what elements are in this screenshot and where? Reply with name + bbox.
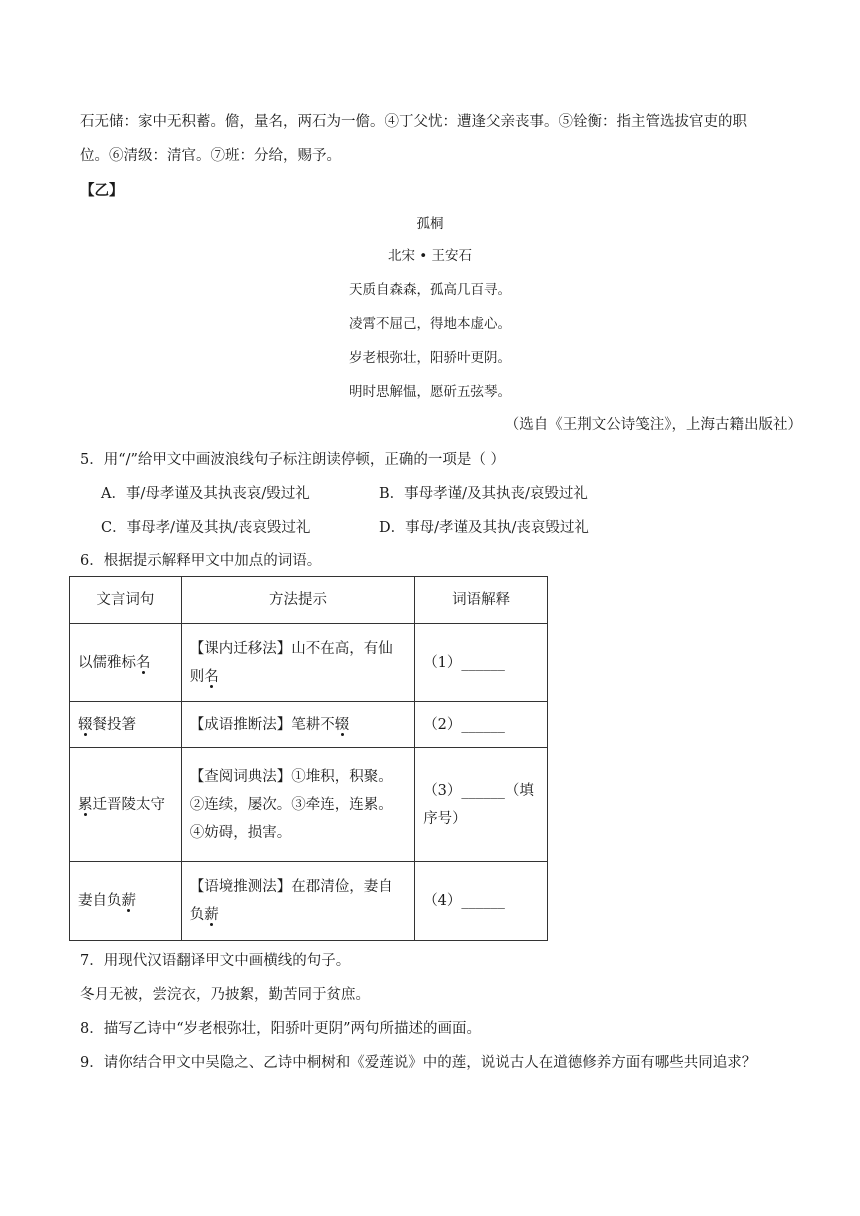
dotted-word: 辍 — [334, 716, 350, 733]
question-5-option-a: A．事/母孝谨及其执丧哀/毁过礼 — [101, 486, 310, 502]
question-5-option-c: C．事母孝/谨及其执/丧哀毁过礼 — [101, 520, 311, 536]
table-row — [70, 702, 548, 748]
answer-blank[interactable]: （1）______ — [415, 624, 548, 702]
header-phrase: 文言词句 — [70, 577, 182, 624]
phrase-cell: 妻自负薪 — [70, 861, 182, 940]
answer-blank[interactable]: （2）______ — [415, 702, 548, 748]
question-8-stem: 8．描写乙诗中“岁老根弥壮，阳骄叶更阴”两句所描述的画面。 — [80, 1021, 482, 1037]
question-5-option-d: D．事母/孝谨及其执/丧哀毁过礼 — [379, 520, 589, 536]
question-6-stem: 6．根据提示解释甲文中加点的词语。 — [80, 553, 322, 569]
phrase-cell: 辍餐投箸 — [70, 702, 182, 748]
poem-author: 北宋 • 王安石 — [387, 248, 473, 264]
table-row — [70, 748, 548, 861]
header-answer: 词语解释 — [415, 577, 548, 624]
table-row — [70, 861, 548, 940]
section-yi-label: 【乙】 — [80, 182, 124, 199]
vocabulary-table — [69, 576, 548, 941]
question-9-stem: 9．请你结合甲文中吴隐之、乙诗中桐树和《爱莲说》中的莲，说说古人在道德修养方面有哪些共同追求？ — [80, 1055, 757, 1071]
dotted-word: 累 — [78, 796, 93, 813]
phrase-cell: 累迁晋陵太守 — [70, 748, 182, 861]
question-7-sentence: 冬月无被，尝浣衣，乃披絮，勤苦同于贫庶。 — [80, 987, 370, 1003]
answer-blank[interactable]: （4）______ — [415, 861, 548, 940]
phrase-cell: 以儒雅标名 — [70, 624, 182, 702]
table-row — [70, 624, 548, 702]
dotted-word: 名 — [136, 654, 151, 671]
header-hint: 方法提示 — [181, 577, 414, 624]
poem-line: 岁老根弥壮，阳骄叶更阴。 — [349, 350, 511, 366]
dotted-word: 辍 — [78, 716, 93, 733]
dotted-word: 名 — [204, 668, 219, 685]
hint-cell: 【语境推测法】在郡清俭，妻自负薪 — [181, 861, 414, 940]
question-5-option-b: B．事母孝谨/及其执丧/哀毁过礼 — [379, 486, 588, 502]
hint-cell: 【课内迁移法】山不在高，有仙则名 — [181, 624, 414, 702]
answer-blank[interactable]: （3）______（填序号） — [415, 748, 548, 861]
dotted-word: 薪 — [204, 906, 219, 923]
annotation-line-1: 石无储：家中无积蓄。儋，量名，两石为一儋。④丁父忧：遭逢父亲丧事。⑤铨衡：指主管选拔官吏的职 — [80, 114, 747, 130]
hint-cell: 【查阅词典法】①堆积，积聚。②连续，屡次。③牵连，连累。④妨碍，损害。 — [181, 748, 414, 861]
question-5-stem: 5．用“/”给甲文中画波浪线句子标注朗读停顿，正确的一项是（ ） — [80, 452, 506, 468]
poem-line: 凌霄不屈己，得地本虚心。 — [349, 316, 511, 332]
poem-source: （选自《王荆文公诗笺注》，上海古籍出版社） — [504, 417, 802, 433]
question-7-stem: 7．用现代汉语翻译甲文中画横线的句子。 — [80, 953, 351, 969]
table-header-row — [70, 577, 548, 624]
hint-cell: 【成语推断法】笔耕不辍 — [181, 702, 414, 748]
poem-line: 明时思解愠，愿斫五弦琴。 — [349, 384, 511, 400]
poem-title: 孤桐 — [416, 216, 444, 232]
annotation-line-2: 位。⑥清级：清官。⑦班：分给，赐予。 — [80, 148, 341, 164]
dotted-word: 薪 — [121, 892, 136, 909]
poem-line: 天质自森森，孤高几百寻。 — [349, 282, 511, 298]
